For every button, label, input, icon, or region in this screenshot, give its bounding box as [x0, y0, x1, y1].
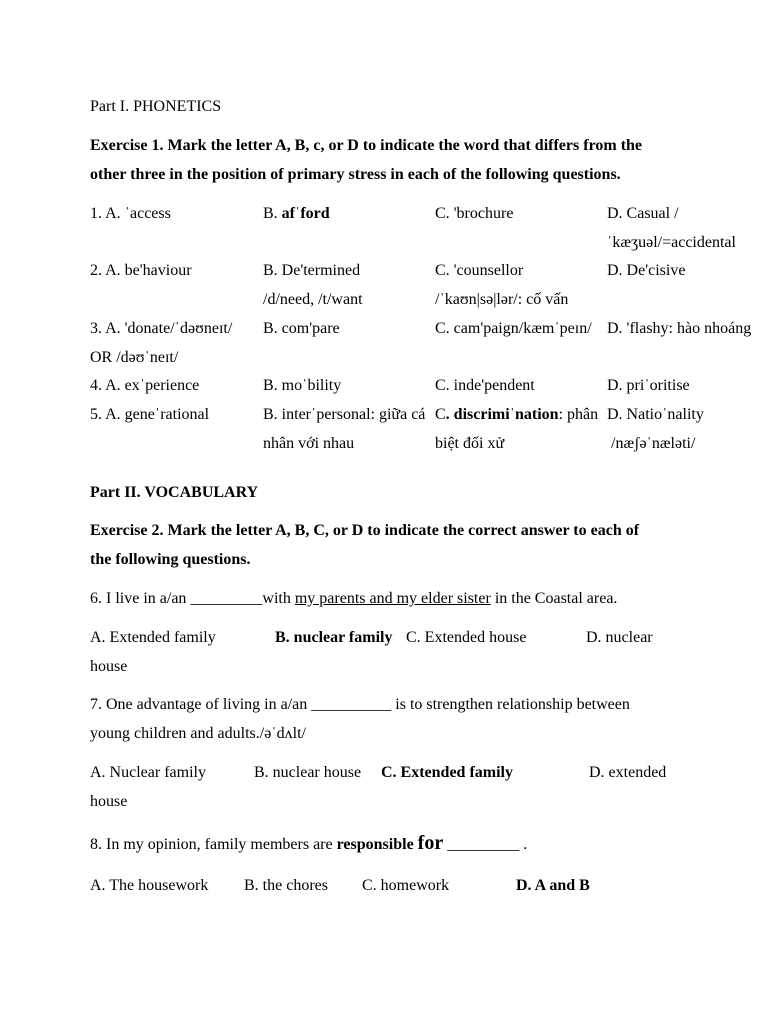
q8-stem-for: for: [417, 832, 444, 854]
q7-option-a: A. Nuclear family: [90, 764, 206, 781]
q8-option-d: D. A and B: [516, 877, 590, 894]
q2-option-b-line1: B. De'termined: [263, 262, 361, 279]
q5-option-c-word: . discrimiˈnation: [445, 406, 559, 423]
q6-option-d-line1: D. nuclear: [586, 629, 653, 646]
q1-option-b-word: afˈford: [281, 205, 330, 222]
q4-option-b: B. moˈbility: [263, 377, 342, 394]
q7-stem-line1: 7. One advantage of living in a/an __________ is to strengthen relationship between: [90, 696, 630, 713]
q8-stem-suffix: _________ .: [443, 836, 528, 853]
q6-stem: [90, 590, 617, 608]
q3-option-a-line2: OR /dəʊˈneɪt/: [90, 349, 179, 366]
q1-option-a: 1. A. ˈaccess: [90, 205, 171, 222]
q5-option-c-line2: biệt đối xử: [435, 435, 505, 452]
exercise2-instruction-line1: Exercise 2. Mark the letter A, B, C, or D to indicate the correct answer to each of: [90, 522, 640, 539]
q1-option-b: [263, 205, 330, 223]
q1-option-d-line2: ˈkæʒuəl/=accidental: [607, 234, 736, 251]
q5-option-d-line2: /næʃəˈnæləti/: [611, 435, 696, 452]
q6-stem-prefix: 6. I live in a/an _________with: [90, 590, 295, 607]
q7-option-d-line2: house: [90, 793, 128, 810]
q7-option-d-line1: D. extended: [589, 764, 667, 781]
exercise2-instruction-line2: the following questions.: [90, 551, 251, 568]
q4-option-a: 4. A. exˈperience: [90, 377, 200, 394]
q8-option-b: B. the chores: [244, 877, 328, 894]
q6-option-a: A. Extended family: [90, 629, 216, 646]
q3-option-a-line1: 3. A. 'donate/ˈdəʊneɪt/: [90, 320, 233, 337]
q8-stem-responsible: responsible: [336, 836, 414, 853]
q5-option-b-line2: nhân với nhau: [263, 435, 355, 452]
q2-option-c-line2: /ˈkaʊn|sə|lər/: cố vấn: [435, 291, 569, 308]
q7-option-b: B. nuclear house: [254, 764, 362, 781]
q1-option-b-prefix: B.: [263, 205, 282, 222]
q6-stem-suffix: in the Coastal area.: [490, 590, 618, 607]
q3-option-b: B. com'pare: [263, 320, 340, 337]
q8-stem: [90, 832, 527, 855]
q7-option-c: C. Extended family: [381, 764, 513, 781]
q7-stem-line2: young children and adults./əˈdʌlt/: [90, 725, 306, 742]
q6-option-b: B. nuclear family: [275, 629, 393, 646]
q2-option-d: D. De'cisive: [607, 262, 686, 279]
part1-title: Part I. PHONETICS: [90, 98, 222, 115]
q6-stem-underlined: my parents and my elder sister: [294, 590, 491, 607]
q1-option-c: C. 'brochure: [435, 205, 514, 222]
q1-option-d-line1: D. Casual /: [607, 205, 679, 222]
part2-title: Part II. VOCABULARY: [90, 484, 259, 501]
q4-option-d: D. priˈoritise: [607, 377, 690, 394]
exercise1-instruction-line2: other three in the position of primary stress in each of the following questions.: [90, 166, 621, 183]
q6-option-c: C. Extended house: [406, 629, 527, 646]
q2-option-a: 2. A. be'haviour: [90, 262, 192, 279]
q4-option-c: C. inde'pendent: [435, 377, 535, 394]
q2-option-c-line1: C. 'counsellor: [435, 262, 524, 279]
q5-option-a: 5. A. geneˈrational: [90, 406, 210, 423]
q3-option-c: C. cam'paign/kæmˈpeɪn/: [435, 320, 592, 337]
q3-option-d: D. 'flashy: hào nhoáng: [607, 320, 752, 337]
q6-option-d-line2: house: [90, 658, 128, 675]
q2-option-b-line2: /d/need, /t/want: [263, 291, 363, 308]
q5-option-b-line1: B. interˈpersonal: giữa cá: [263, 406, 426, 423]
q5-option-c-suffix: : phân: [558, 406, 599, 423]
q8-option-c: C. homework: [362, 877, 450, 894]
q8-option-a: A. The housework: [90, 877, 209, 894]
q5-option-c-line1: [435, 406, 598, 424]
q5-option-c-letter: C: [435, 406, 446, 423]
exercise1-instruction-line1: Exercise 1. Mark the letter A, B, c, or D to indicate the word that differs from the: [90, 137, 643, 154]
q5-option-d-line1: D. Natioˈnality: [607, 406, 704, 423]
q8-stem-prefix: 8. In my opinion, family members are: [90, 836, 337, 853]
